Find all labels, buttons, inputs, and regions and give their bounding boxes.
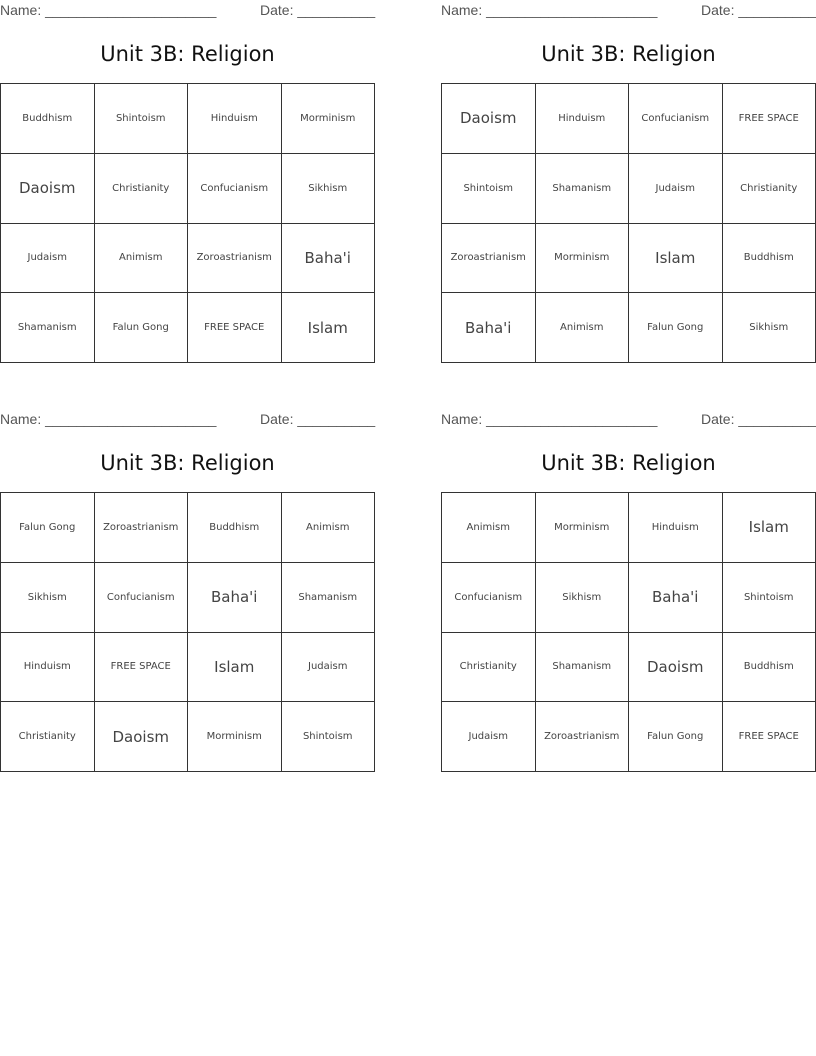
grid-cell: Daoism [442, 84, 536, 154]
name-field-label: Name: ______________________ [441, 2, 658, 18]
grid-cell: FREE SPACE [723, 84, 816, 154]
grid-cell: Sikhism [723, 293, 816, 363]
grid-cell: Shamanism [1, 293, 95, 363]
grid-cell: Zoroastrianism [442, 224, 536, 294]
grid-cell: Morminism [188, 702, 282, 772]
name-field-label: Name: ______________________ [0, 2, 217, 18]
grid-cell: Morminism [536, 493, 630, 563]
grid-cell: Zoroastrianism [188, 224, 282, 294]
grid-cell: Falun Gong [95, 293, 189, 363]
grid-cell: Shamanism [536, 154, 630, 224]
grid-cell: Buddhism [723, 633, 816, 703]
grid-cell: Falun Gong [629, 702, 723, 772]
grid-cell: Shintoism [282, 702, 376, 772]
grid-cell: Shintoism [442, 154, 536, 224]
grid-cell: Islam [282, 293, 376, 363]
grid-cell: Islam [188, 633, 282, 703]
bingo-grid [441, 83, 816, 363]
bingo-card [441, 0, 816, 372]
grid-cell: Morminism [536, 224, 630, 294]
card-header [0, 2, 375, 20]
grid-cell: Hinduism [188, 84, 282, 154]
grid-cell: Christianity [723, 154, 816, 224]
grid-cell: Animism [95, 224, 189, 294]
grid-cell: Shamanism [282, 563, 376, 633]
grid-cell: FREE SPACE [188, 293, 282, 363]
date-field-label: Date: __________ [701, 2, 816, 18]
card-header [441, 411, 816, 429]
grid-cell: Confucianism [95, 563, 189, 633]
card-title: Unit 3B: Religion [541, 42, 716, 66]
grid-cell: Animism [536, 293, 630, 363]
bingo-grid [0, 83, 375, 363]
card-title: Unit 3B: Religion [541, 451, 716, 475]
grid-cell: Zoroastrianism [536, 702, 630, 772]
grid-cell: Animism [442, 493, 536, 563]
grid-cell: FREE SPACE [723, 702, 816, 772]
grid-cell: Hinduism [1, 633, 95, 703]
grid-cell: Daoism [629, 633, 723, 703]
grid-cell: Daoism [95, 702, 189, 772]
name-field-label: Name: ______________________ [441, 411, 658, 427]
grid-cell: Baha'i [282, 224, 376, 294]
card-header [0, 411, 375, 429]
date-field-label: Date: __________ [701, 411, 816, 427]
card-header [441, 2, 816, 20]
grid-cell: Buddhism [1, 84, 95, 154]
grid-cell: Hinduism [536, 84, 630, 154]
grid-cell: FREE SPACE [95, 633, 189, 703]
grid-cell: Judaism [282, 633, 376, 703]
grid-cell: Animism [282, 493, 376, 563]
grid-cell: Shintoism [723, 563, 816, 633]
grid-cell: Baha'i [442, 293, 536, 363]
grid-cell: Sikhism [282, 154, 376, 224]
name-field-label: Name: ______________________ [0, 411, 217, 427]
grid-cell: Buddhism [723, 224, 816, 294]
grid-cell: Confucianism [442, 563, 536, 633]
grid-cell: Christianity [95, 154, 189, 224]
grid-cell: Shamanism [536, 633, 630, 703]
grid-cell: Morminism [282, 84, 376, 154]
card-title: Unit 3B: Religion [100, 451, 275, 475]
grid-cell: Zoroastrianism [95, 493, 189, 563]
grid-cell: Shintoism [95, 84, 189, 154]
bingo-card [441, 409, 816, 781]
date-field-label: Date: __________ [260, 411, 376, 427]
grid-cell: Judaism [442, 702, 536, 772]
grid-cell: Baha'i [188, 563, 282, 633]
bingo-grid [441, 492, 816, 772]
grid-cell: Confucianism [629, 84, 723, 154]
grid-cell: Daoism [1, 154, 95, 224]
grid-cell: Islam [629, 224, 723, 294]
grid-cell: Buddhism [188, 493, 282, 563]
grid-cell: Islam [723, 493, 816, 563]
grid-cell: Baha'i [629, 563, 723, 633]
grid-cell: Christianity [442, 633, 536, 703]
grid-cell: Judaism [629, 154, 723, 224]
bingo-card [0, 0, 375, 372]
grid-cell: Hinduism [629, 493, 723, 563]
date-field-label: Date: __________ [260, 2, 376, 18]
grid-cell: Sikhism [536, 563, 630, 633]
grid-cell: Confucianism [188, 154, 282, 224]
grid-cell: Christianity [1, 702, 95, 772]
grid-cell: Falun Gong [1, 493, 95, 563]
bingo-card [0, 409, 375, 781]
bingo-grid [0, 492, 375, 772]
card-title: Unit 3B: Religion [100, 42, 275, 66]
grid-cell: Judaism [1, 224, 95, 294]
grid-cell: Sikhism [1, 563, 95, 633]
grid-cell: Falun Gong [629, 293, 723, 363]
